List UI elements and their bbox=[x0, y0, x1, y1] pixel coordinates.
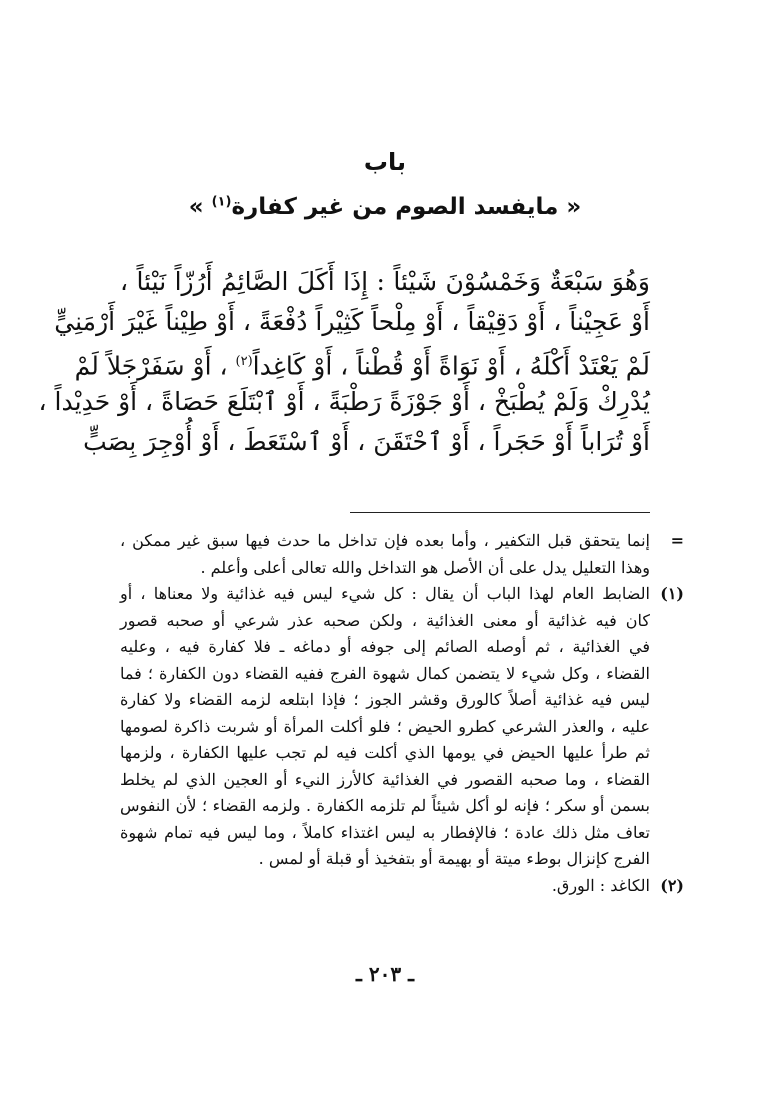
footnote-line: تعاف مثل ذلك عادة ؛ فالإفطار به ليس اغتذاء كاملاً ، وما ليس فيه تمام شهوة bbox=[120, 822, 650, 842]
continuation-marker: = bbox=[670, 531, 684, 550]
footnote-separator bbox=[350, 512, 650, 513]
footnote-line: في الغذائية ، ثم أوصله الصائم إلى جوفه أو دماغه ـ فلا كفارة فيه ، وعليه bbox=[120, 637, 650, 656]
footnote-line: إنما يتحقق قبل التكفير ، وأما بعده فإن تداخل ما حدث فيها سبق غير ممكن ، bbox=[120, 531, 651, 550]
main-text-line: وَهُوَ سَبْعَةٌ وَخَمْسُوْنَ شَيْئاً : إِذَا أَكَلَ الصَّائِمُ أَرُزّاً نَيْئاً ، bbox=[120, 267, 650, 296]
footnote-line: الضابط العام لهذا الباب أن يقال : كل شيء ليس فيه غذائية ولا معناها ، أو bbox=[120, 584, 650, 603]
chapter-title-footnote-ref: (١) bbox=[211, 194, 232, 210]
main-text-line: أَوْ تُرَاباً أَوْ حَجَراً ، أَوْ ٱحْتَقَنَ ، أَوْ ٱسْتَعَطَ ، أَوْ أُوْجِرَ بِصَبٍّ bbox=[83, 427, 650, 456]
footnote-line: كان فيه غذائية أو معنى الغذائية ، ولكن صحبه عذر شرعي أو صحبه قصور bbox=[120, 610, 651, 630]
main-text-line: أَوْ عَجِيْناً ، أَوْ دَقِيْقاً ، أَوْ مِلْحاً كَثِيْراً دُفْعَةً ، أَوْ طِيْناً غَيْرَ أَرْمَنِيٍّ bbox=[54, 307, 650, 336]
main-text bbox=[38, 262, 650, 462]
page-number: ـ ٢٠٣ ـ bbox=[356, 962, 414, 986]
footnote-line: الكاغد : الورق. bbox=[551, 875, 650, 895]
footnote-line: القضاء ، وما صحبه القصور في الغذائية كالأرز النيء أو العجين الذي لم يخلط bbox=[120, 769, 650, 789]
footnote-1-marker: (١) bbox=[660, 584, 684, 603]
footnote-line: بسمن أو سكر ؛ فإنه لو أكل شيئاً لم تلزمه الكفارة . ولزمه القضاء ؛ لأن النفوس bbox=[120, 796, 650, 815]
footnote-2-marker: (٢) bbox=[660, 875, 684, 895]
footnote-2 bbox=[120, 873, 684, 900]
footnote-1 bbox=[120, 581, 684, 873]
footnote-continuation bbox=[120, 528, 684, 581]
main-text-line bbox=[74, 342, 650, 382]
chapter-label: باب bbox=[363, 148, 407, 176]
footnote-line: الفرج كإنزال بوطء ميتة أو بهيمة أو بتفخيذ أو قبلة أو لمس . bbox=[258, 849, 650, 868]
main-text-line-start: لَمْ يَعْتَدْ أَكْلَهُ ، أَوْ نَوَاةً أَوْ قُطْناً ، أَوْ كَاغِداً bbox=[252, 351, 650, 381]
footnotes bbox=[120, 528, 684, 899]
chapter-title bbox=[0, 194, 770, 220]
footnote-line: القضاء ، وكل شيء لا يتضمن كمال شهوة الفرج ففيه القضاء دون الكفارة ؛ فما bbox=[120, 663, 651, 683]
footnote-line: ثم طرأ عليها الحيض في يومها الذي أكلت فيه لم تجب عليها الكفارة ، ولزمها bbox=[120, 743, 650, 762]
footnote-line: وهذا التعليل يدل على أن الأصل هو التداخل والله تعالى أعلى وأعلم . bbox=[200, 557, 650, 577]
footnote-line: ليس فيه غذائية أصلاً كالورق وقشر الجوز ؛ فإذا ابتلعه لزمه القضاء ولا كفارة bbox=[120, 690, 650, 709]
main-text-line: يُدْرِكْ وَلَمْ يُطْبَخْ ، أَوْ جَوْزَةً رَطْبَةً ، أَوْ ٱبْتَلَعَ حَصَاةً ، أَوْ حَدِيْداً ، bbox=[38, 387, 650, 416]
main-text-footnote-ref: (٢) bbox=[235, 354, 253, 369]
footnote-line: عليه ، والعذر الشرعي كطرو الحيض ؛ فلو أكلت المرأة أو شربت ذاكرة لصومها bbox=[120, 716, 650, 736]
chapter-title-close: » bbox=[188, 194, 212, 220]
chapter-title-text: « مايفسد الصوم من غير كفارة bbox=[231, 194, 582, 220]
main-text-line-end: ، أَوْ سَفَرْجَلاً لَمْ bbox=[74, 351, 236, 381]
